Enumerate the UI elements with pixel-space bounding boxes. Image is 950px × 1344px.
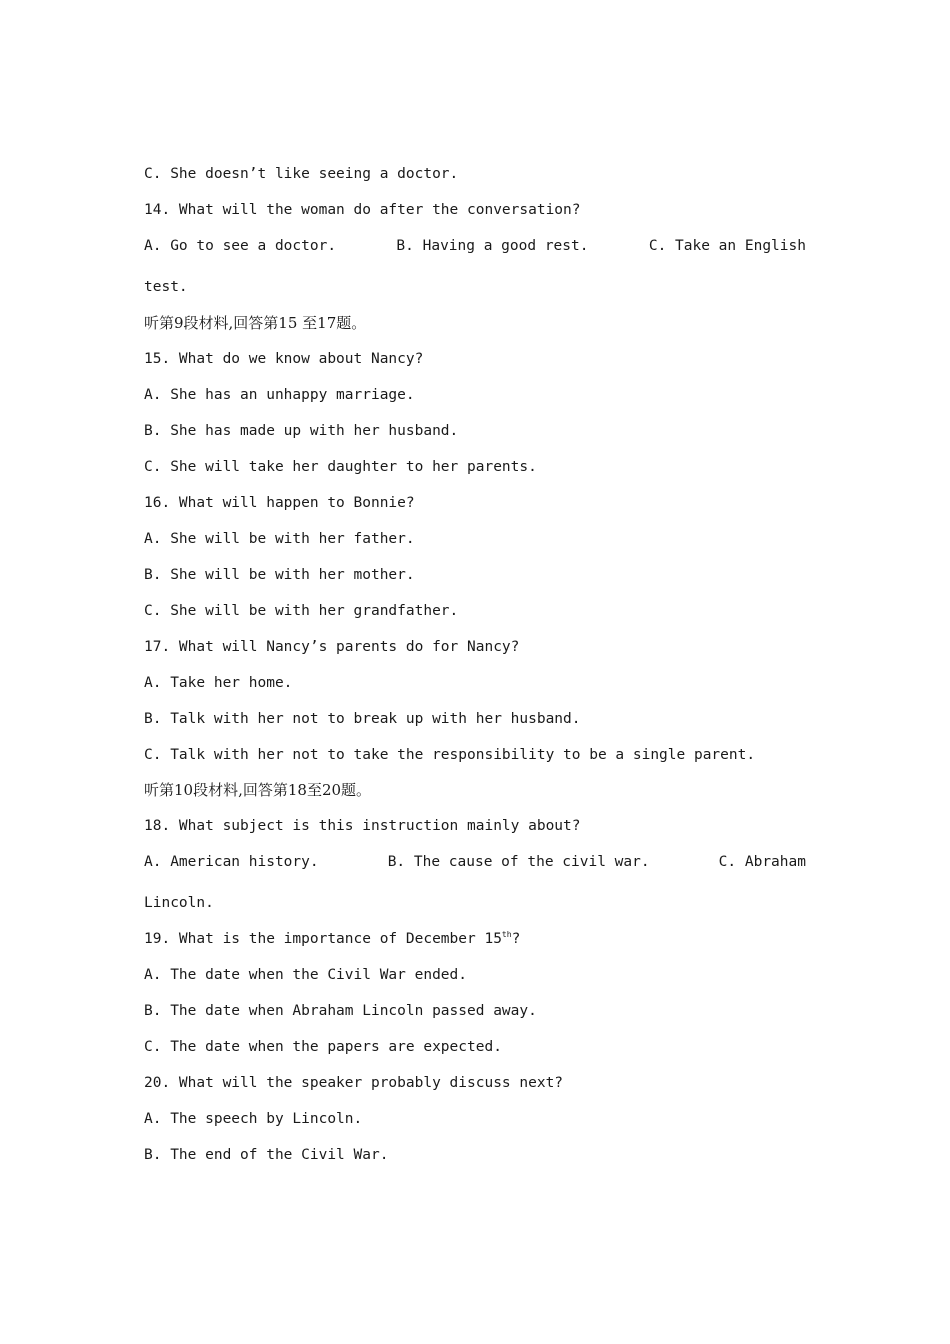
q15-option-c: C. She will take her daughter to her parents. — [144, 459, 537, 475]
q18-options — [144, 852, 806, 872]
q13-option-c: C. She doesn’t like seeing a doctor. — [144, 166, 459, 182]
q16-option-c: C. She will be with her grandfather. — [144, 603, 459, 619]
q19-text: 19. What is the importance of December 15 — [144, 931, 502, 947]
q19-superscript: th — [501, 930, 512, 940]
q15-question: 15. What do we know about Nancy? — [144, 351, 424, 367]
q14-option-c: C. Take an English — [648, 238, 806, 254]
q19-option-b: B. The date when Abraham Lincoln passed away. — [144, 1003, 537, 1019]
q19-question-mark: ? — [511, 931, 521, 947]
q14-option-c-wrap: test. — [144, 279, 188, 295]
q19-option-c: C. The date when the papers are expected. — [144, 1039, 502, 1055]
q19-question — [144, 929, 520, 949]
q16-option-b: B. She will be with her mother. — [144, 567, 415, 583]
q16-option-a: A. She will be with her father. — [144, 531, 415, 547]
q20-question: 20. What will the speaker probably discuss next? — [144, 1075, 564, 1091]
q15-option-b: B. She has made up with her husband. — [144, 423, 459, 439]
q14-question: 14. What will the woman do after the conversation? — [144, 202, 581, 218]
q17-option-a: A. Take her home. — [144, 675, 293, 691]
q18-question: 18. What subject is this instruction mainly about? — [144, 818, 581, 834]
q16-question: 16. What will happen to Bonnie? — [144, 495, 415, 511]
q14-option-b: B. Having a good rest. — [396, 238, 589, 254]
q17-option-c: C. Talk with her not to take the responsibility to be a single parent. — [144, 747, 756, 763]
section-9-heading: 听第9段材料,回答第15 至17题。 — [144, 314, 367, 332]
q18-option-a: A. American history. — [144, 854, 319, 870]
q15-option-a: A. She has an unhappy marriage. — [144, 387, 415, 403]
q18-option-b: B. The cause of the civil war. — [387, 854, 650, 870]
q18-option-c: C. Abraham — [718, 854, 806, 870]
section-10-heading: 听第10段材料,回答第18至20题。 — [144, 781, 372, 799]
q17-option-b: B. Talk with her not to break up with her husband. — [144, 711, 581, 727]
q14-options — [144, 236, 806, 256]
q14-option-a: A. Go to see a doctor. — [144, 238, 337, 254]
q20-option-a: A. The speech by Lincoln. — [144, 1111, 363, 1127]
q19-option-a: A. The date when the Civil War ended. — [144, 967, 468, 983]
q20-option-b: B. The end of the Civil War. — [144, 1147, 389, 1163]
q18-option-c-wrap: Lincoln. — [144, 895, 214, 911]
q17-question: 17. What will Nancy’s parents do for Nancy? — [144, 639, 520, 655]
